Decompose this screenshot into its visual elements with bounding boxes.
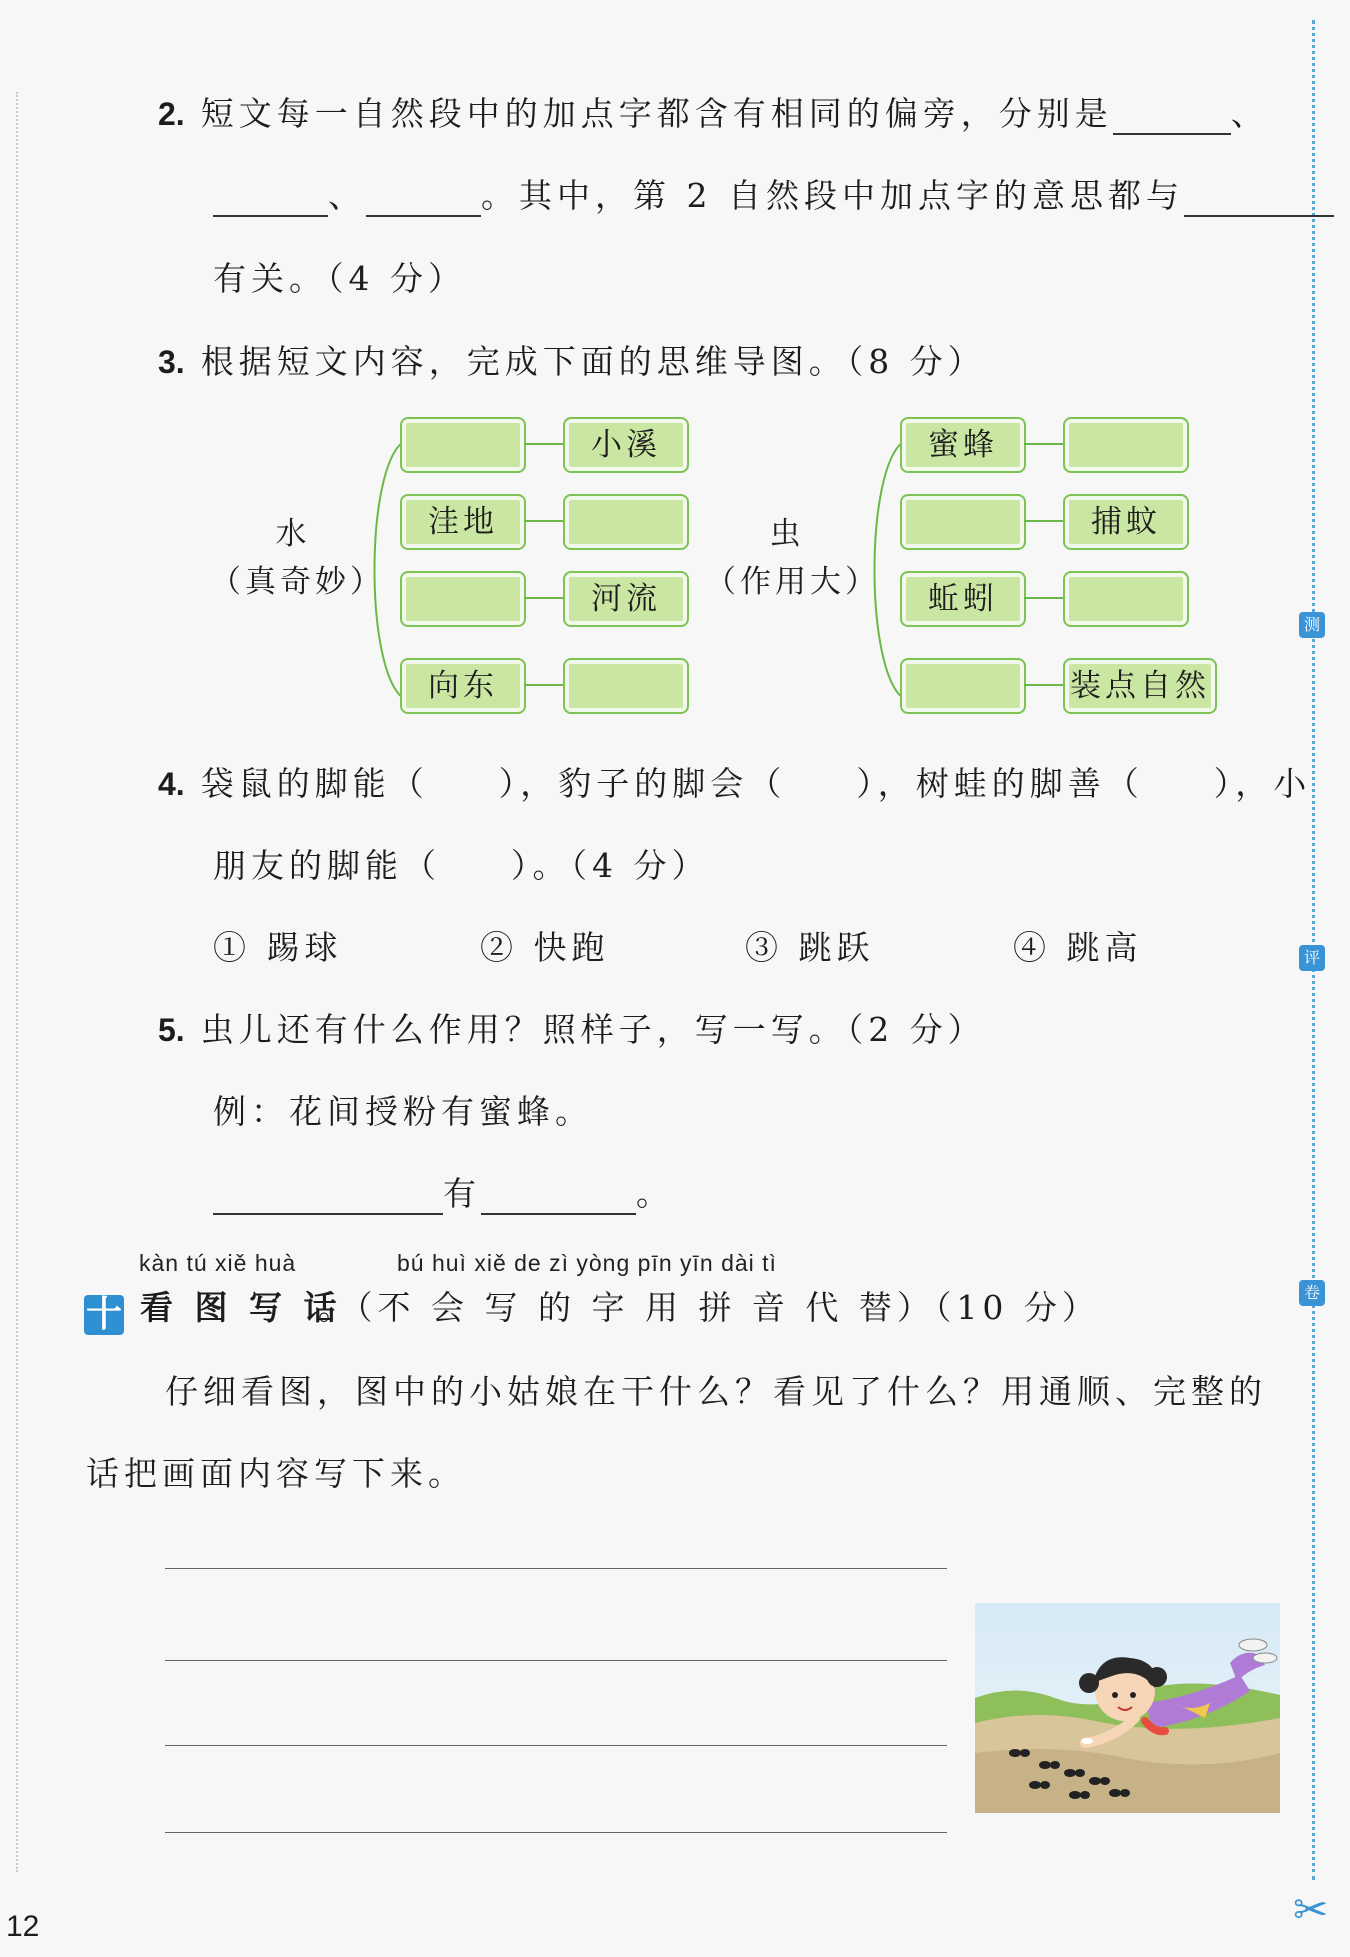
writing-line-3[interactable] [165,1745,947,1746]
q5-blank-2[interactable] [481,1179,636,1215]
insect-box-3a[interactable]: 蚯蚓 [900,571,1026,627]
q4-line2: 朋友的脚能（ ）。（4 分） [213,846,710,885]
q3-line: 3. 根据短文内容，完成下面的思维导图。（8 分） [158,342,986,381]
subtitle-pinyin: bú huì xiě de zì yòng pīn yīn dài tì [397,1250,777,1276]
q4-option-1: ① 踢球 [213,928,343,967]
water-box-1a[interactable] [400,417,526,473]
side-tab-1: 测 [1299,612,1325,638]
section-title: 看 图 写 话 [140,1288,342,1327]
insect-label: 虫 [769,516,805,552]
section-subtitle: 。（不 会 写 的 字 用 拼 音 代 替）（10 分） [318,1288,1100,1327]
section-prompt-2: 话把画面内容写下来。 [86,1454,466,1493]
writing-line-4[interactable] [165,1832,947,1833]
q2-blank-3[interactable] [366,181,481,217]
connector [524,684,564,686]
q5-fill-line: 有 。 [213,1168,674,1215]
q2-number: 2. [158,96,185,132]
q4-number: 4. [158,766,185,802]
q4-option-3: ③ 跳跃 [745,928,875,967]
q2-blank-2[interactable] [213,181,328,217]
insect-box-2b[interactable]: 捕蚊 [1063,494,1189,550]
connector [1024,443,1064,445]
q4-option-2: ② 快跑 [480,928,610,967]
q2-line3: 有关。（4 分） [213,259,466,298]
girl-watching-ants-illustration [975,1603,1280,1813]
water-box-4a[interactable]: 向东 [400,658,526,714]
water-sub-label: （真奇妙） [210,564,385,600]
section-prompt-1: 仔细看图，图中的小姑娘在干什么？看见了什么？用通顺、完整的 [165,1372,1267,1411]
q2-blank-1[interactable] [1113,99,1231,135]
connector [524,443,564,445]
water-box-1b[interactable]: 小溪 [563,417,689,473]
q2-blank-4[interactable] [1184,181,1334,217]
q2-line1: 2. 短文每一自然段中的加点字都含有相同的偏旁，分别是 、 [158,94,1269,133]
q4-option-4: ④ 跳高 [1013,928,1143,967]
insect-box-3b[interactable] [1063,571,1189,627]
title-pinyin: kàn tú xiě huà [139,1250,297,1276]
insect-box-4b[interactable]: 装点自然 [1063,658,1217,714]
water-label: 水 [275,516,311,552]
q5-example: 例：花间授粉有蜜蜂。 [213,1092,593,1131]
water-box-4b[interactable] [563,658,689,714]
side-tab-2: 评 [1299,945,1325,971]
connector [1024,597,1064,599]
q5-line: 5. 虫儿还有什么作用？照样子，写一写。（2 分） [158,1010,986,1049]
insect-box-1a[interactable]: 蜜蜂 [900,417,1026,473]
water-box-3a[interactable] [400,571,526,627]
insect-box-2a[interactable] [900,494,1026,550]
writing-line-1[interactable] [165,1568,947,1569]
water-box-2b[interactable] [563,494,689,550]
side-tab-3: 卷 [1299,1280,1325,1306]
connector [1024,684,1064,686]
connector [524,520,564,522]
q5-blank-1[interactable] [213,1179,443,1215]
insect-sub-label: （作用大） [705,564,880,600]
water-box-2a[interactable]: 洼地 [400,494,526,550]
q5-number: 5. [158,1012,185,1048]
writing-line-2[interactable] [165,1660,947,1661]
q2-line2: 、 。其中，第 2 自然段中加点字的意思都与 [213,170,1334,217]
connector [524,597,564,599]
q3-number: 3. [158,344,185,380]
page-number: 12 [6,1910,40,1943]
insect-box-4a[interactable] [900,658,1026,714]
left-margin-rule [16,92,18,1872]
connector [1024,520,1064,522]
scissors-icon: ✂ [1293,1885,1329,1934]
water-box-3b[interactable]: 河流 [563,571,689,627]
q4-line1: 4. 袋鼠的脚能（ ），豹子的脚会（ ），树蛙的脚善（ ），小 [158,764,1312,803]
insect-box-1b[interactable] [1063,417,1189,473]
section-ten-icon: 十 [85,1294,122,1335]
